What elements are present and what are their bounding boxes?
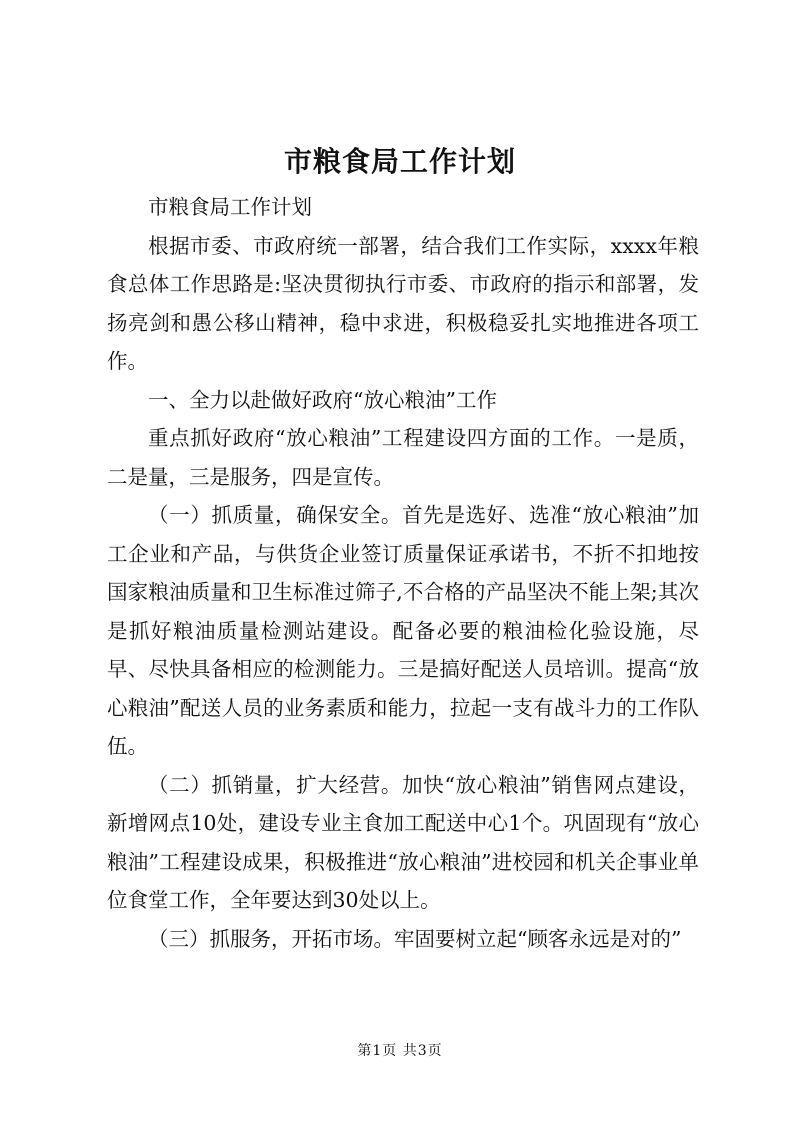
page-number-footer: 第1页 共3页: [357, 1043, 443, 1059]
paragraph-quality: （一）抓质量，确保安全。首先是选好、选准“放心粮油”加工企业和产品，与供货企业签订质量保证承诺书，不折不扣地按国家粮油质量和卫生标准过筛子,不合格的产品坚决不能上架;其次是抓好粮油质量检测站建设。配备必要的粮油检化验设施，尽早、尽快具备相应的检测能力。三是搞好配送人员培训。提高“放心粮油”配送人员的业务素质和能力，拉起一支有战斗力的工作队伍。: [107, 503, 699, 758]
paragraph-service: （三）抓服务，开拓市场。牢固要树立起“顾客永远是对的”: [148, 926, 682, 951]
paragraph-sales: （二）抓销量，扩大经营。加快“放心粮油”销售网点建设，新增网点10处，建设专业主食加工配送中心1个。巩固现有“放心粮油”工程建设成果，积极推进“放心粮油”进校园和机关企事业单位食堂工作，全年要达到30处以上。: [107, 772, 699, 912]
section-heading-1: 一、全力以赴做好政府“放心粮油”工作: [148, 387, 497, 412]
document-title: 市粮食局工作计划: [283, 145, 516, 178]
paragraph-heading-repeat: 市粮食局工作计划: [148, 195, 312, 219]
paragraph-overview: 重点抓好政府“放心粮油”工程建设四方面的工作。一是质，二是量，三是服务，四是宣传。: [107, 426, 699, 489]
document-body: [107, 188, 699, 958]
paragraph-intro: 根据市委、市政府统一部署，结合我们工作实际，xxxx年粮食总体工作思路是:坚决贯彻执行市委、市政府的指示和部署，发扬亮剑和愚公移山精神，稳中求进，积极稳妥扎实地推进各项工作。: [107, 233, 699, 373]
